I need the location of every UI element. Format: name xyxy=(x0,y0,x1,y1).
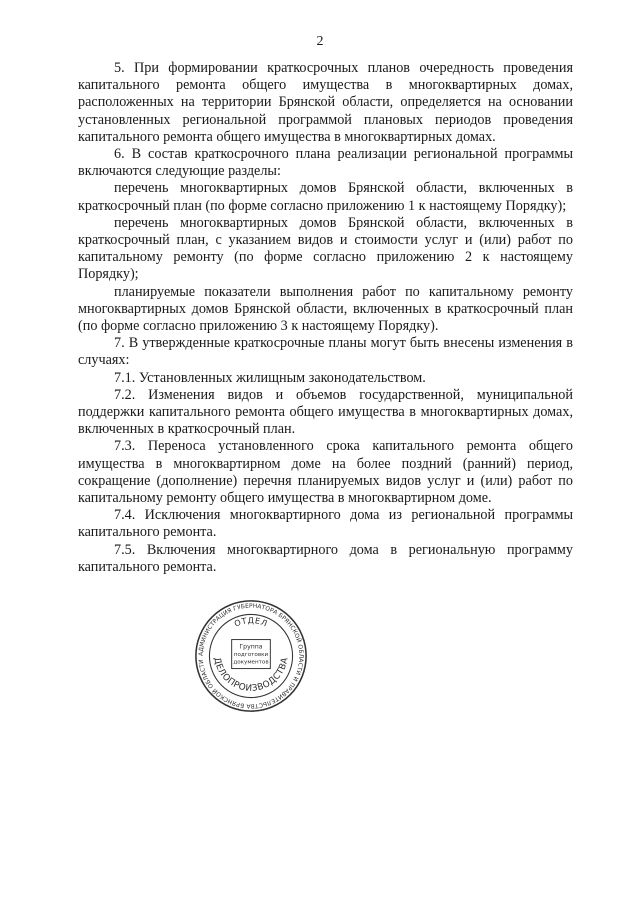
paragraph-7-2: 7.2. Изменения видов и объемов государственной, муниципальной поддержки капитального ремонта общего имущества в многоквартирных домах, включенных в краткосрочный план. xyxy=(78,386,573,438)
stamp-seal xyxy=(193,598,309,714)
paragraph-7: 7. В утвержденные краткосрочные планы могут быть внесены изменения в случаях: xyxy=(78,335,573,369)
stamp-center-line-2: подготовки xyxy=(233,652,269,658)
stamp-department-bottom: ДЕЛОПРОИЗВОДСТВА xyxy=(211,656,291,694)
svg-text:ОТДЕЛ xyxy=(233,615,270,628)
paragraph-7-4: 7.4. Исключения многоквартирного дома из региональной программы капитального ремонта. xyxy=(78,507,573,541)
section-list-item-2: перечень многоквартирных домов Брянской области, включенных в краткосрочный план, с указанием видов и стоимости услуг и (или) работ по капитальному ремонту (по форме согласно приложению 2 к настоящему Порядку); xyxy=(78,214,573,283)
paragraph-6: 6. В состав краткосрочного плана реализации региональной программы включаются следующие разделы: xyxy=(78,146,573,180)
stamp-outer-text: АДМИНИСТРАЦИЯ ГУБЕРНАТОРА БРЯНСКОЙ ОБЛАСТИ И ПРАВИТЕЛЬСТВА БРЯНСКОЙ ОБЛАСТИ xyxy=(198,603,304,709)
stamp-center-line-1: Группа xyxy=(239,643,263,651)
paragraph-7-1: 7.1. Установленных жилищным законодательством. xyxy=(114,369,426,386)
paragraph-5: 5. При формировании краткосрочных планов очередность проведения капитального ремонта общего имущества в многоквартирных домах, расположенных на территории Брянской области, определяется на основании установленных региональной программой плановых периодов проведения капитального ремонта общего имущества в многоквартирных домах. xyxy=(78,60,573,145)
section-list-item-1: перечень многоквартирных домов Брянской области, включенных в краткосрочный план (по форме согласно приложению 1 к настоящему Порядку); xyxy=(78,180,573,214)
stamp-center-line-3: документов xyxy=(233,659,269,666)
document-body xyxy=(78,60,573,576)
section-list-item-3: планируемые показатели выполнения работ по капитальному ремонту многоквартирных домов Брянской области, включенных в краткосрочный план (по форме согласно приложению 3 к настоящему Порядку). xyxy=(78,283,573,335)
department-stamp xyxy=(193,598,309,714)
paragraph-7-3: 7.3. Переноса установленного срока капитального ремонта общего имущества в многоквартирном доме на более поздний (ранний) период, сокращение (дополнение) перечня планируемых видов услуг и (или) работ по капитальному ремонту общего имущества в многоквартирном доме. xyxy=(78,438,573,507)
page-number: 2 xyxy=(316,34,324,49)
paragraph-7-5: 7.5. Включения многоквартирного дома в региональную программу капитального ремонта. xyxy=(78,541,573,575)
stamp-department-top: ОТДЕЛ xyxy=(232,615,270,629)
